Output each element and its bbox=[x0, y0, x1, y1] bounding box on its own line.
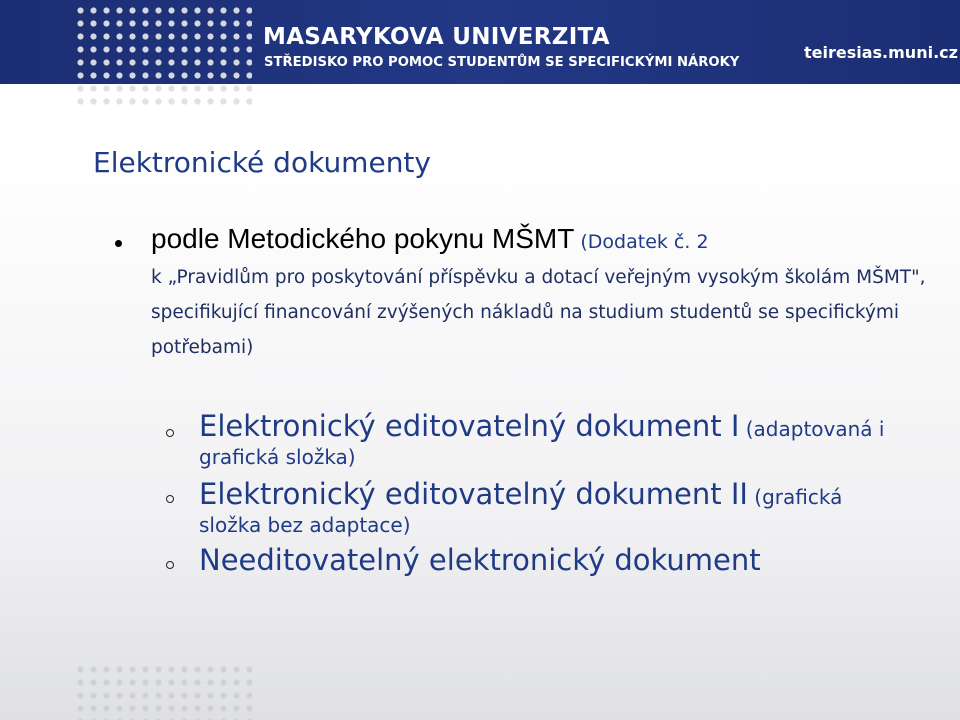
circle-bullet-icon bbox=[166, 429, 174, 437]
university-name: MASARYKOVA UNIVERZITA bbox=[263, 24, 610, 50]
dot-pattern-bottom bbox=[74, 663, 252, 720]
site-link[interactable]: teiresias.muni.cz bbox=[804, 43, 958, 62]
sub-item-main: Elektronický editovatelný dokument II bbox=[199, 477, 748, 511]
department-name: STŘEDISKO PRO POMOC STUDENTŮM SE SPECIFICKÝMI NÁROKY bbox=[264, 55, 740, 70]
main-bullet bbox=[151, 221, 941, 365]
sub-item-note: (grafická bbox=[747, 485, 843, 509]
sub-item bbox=[199, 477, 939, 537]
sub-item bbox=[199, 543, 939, 577]
sub-item-note: (adaptovaná i bbox=[739, 417, 885, 441]
sub-item bbox=[199, 409, 939, 469]
sub-item-main: Elektronický editovatelný dokument I bbox=[199, 409, 740, 443]
sub-item-cont: grafická složka) bbox=[199, 445, 356, 469]
sub-item-main: Needitovatelný elektronický dokument bbox=[199, 543, 761, 577]
bullet-text: k „Pravidlům pro poskytování příspěvku a dotací veřejným vysokým školám MŠMT", specifikující financování zvýšených nákladů na studium studentů se specifickými potřebami) bbox=[151, 267, 926, 358]
bullet-dot-icon bbox=[115, 240, 122, 247]
circle-bullet-icon bbox=[166, 495, 174, 503]
bullet-lead: podle Metodického pokynu MŠMT bbox=[151, 223, 575, 254]
dot-pattern-top-fade bbox=[74, 84, 252, 106]
sub-item-cont: složka bez adaptace) bbox=[199, 513, 411, 537]
bullet-reference: (Dodatek č. 2 bbox=[574, 231, 709, 253]
page-title: Elektronické dokumenty bbox=[93, 146, 431, 179]
circle-bullet-icon bbox=[166, 561, 174, 569]
